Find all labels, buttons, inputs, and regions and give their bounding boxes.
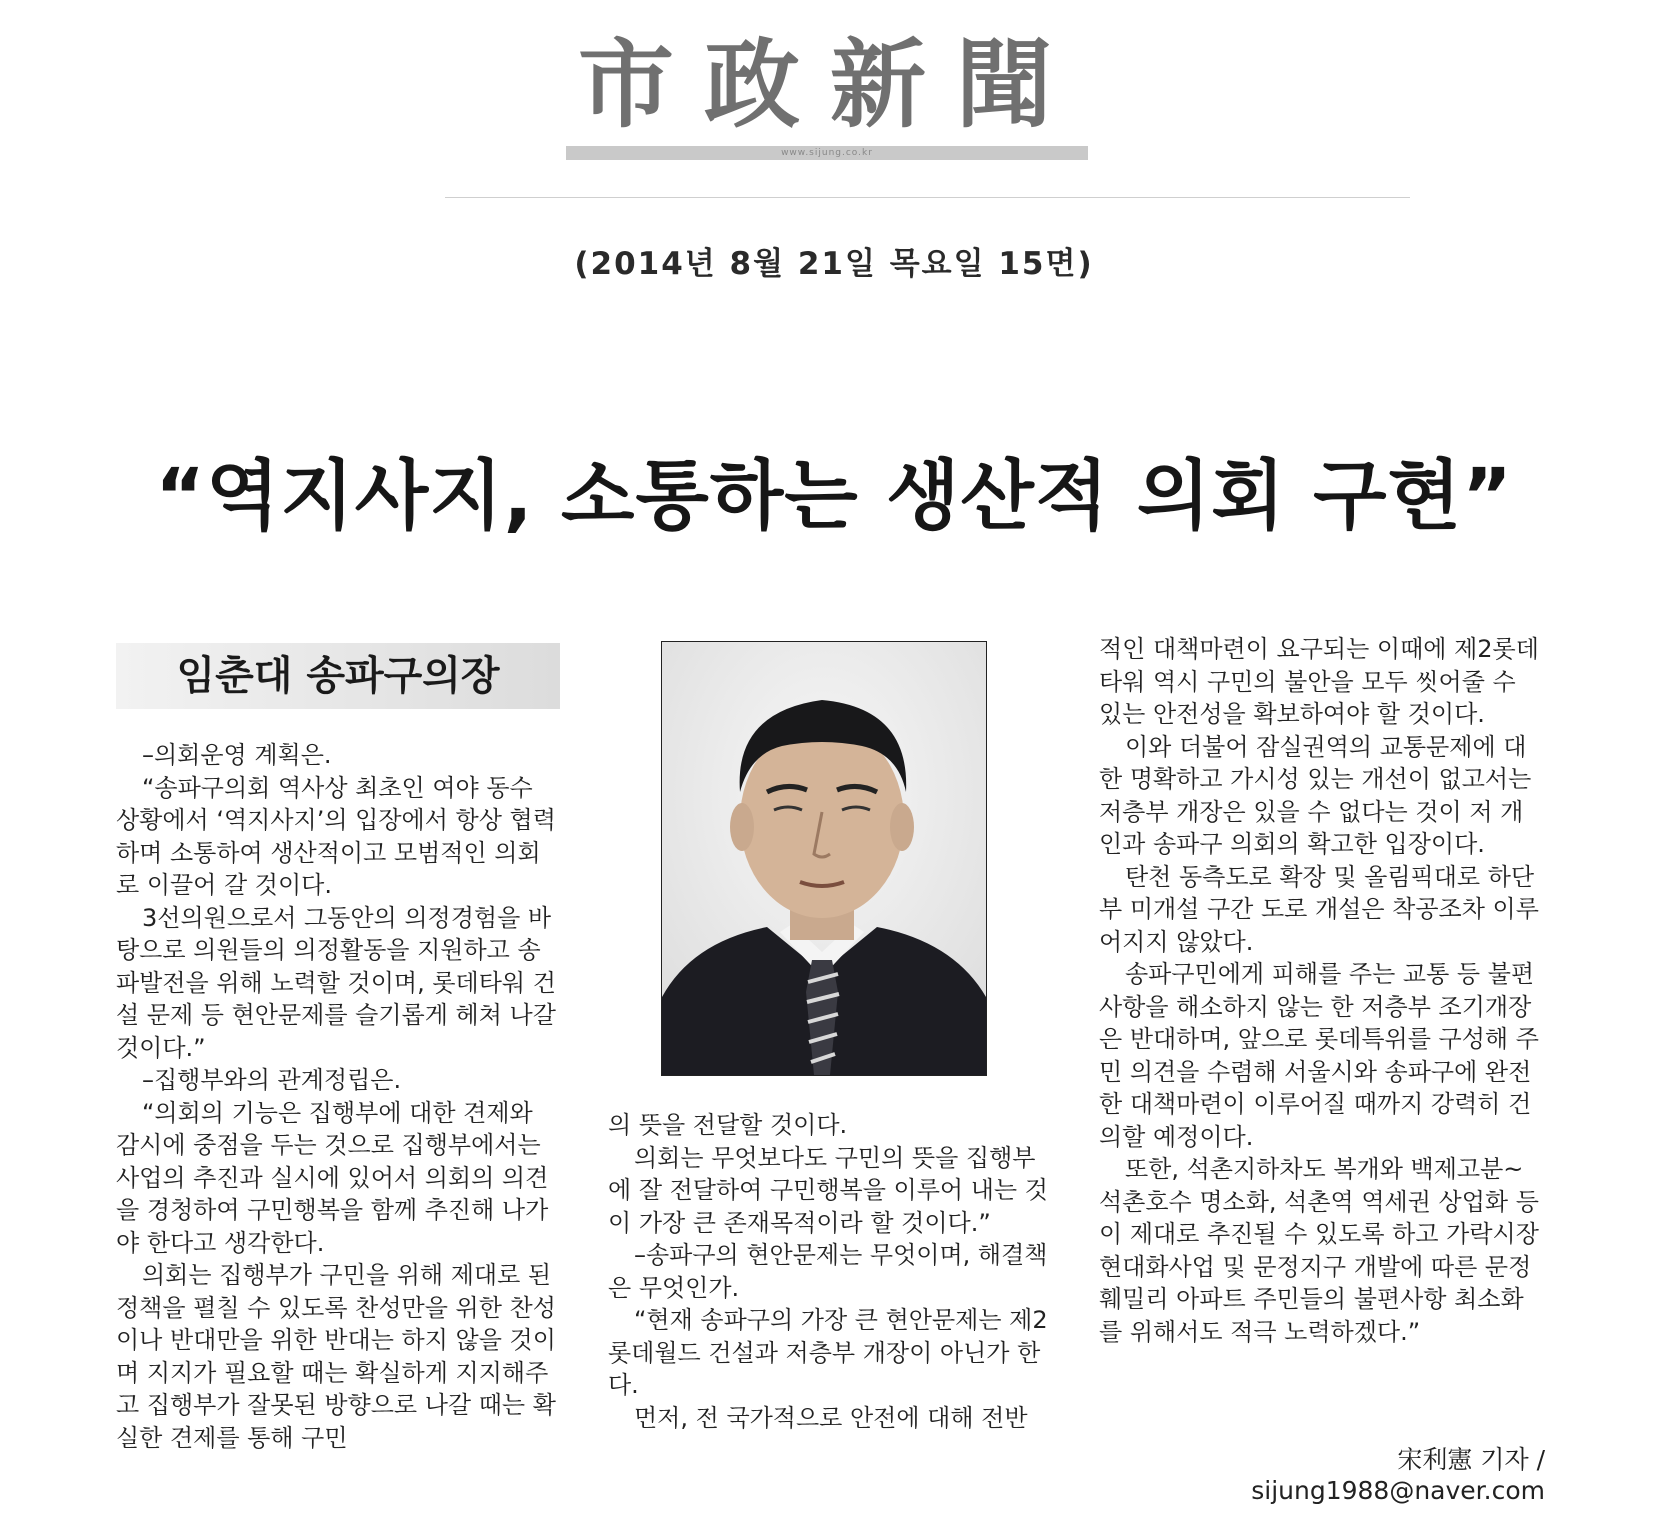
- article-column-1: [116, 739, 560, 1454]
- article-subhead: 임춘대 송파구의장: [176, 653, 500, 699]
- header-divider: [445, 197, 1410, 198]
- paragraph: “의회의 기능은 집행부에 대한 견제와 감시에 중점을 두는 것으로 집행부에서는 사업의 추진과 실시에 있어서 의회의 의견을 경청하여 구민행복을 함께 추진해 나가야 한다고 생각한다.: [116, 1098, 549, 1257]
- paragraph: –집행부와의 관계정립은.: [142, 1066, 402, 1094]
- newspaper-masthead: 市政新聞: [578, 28, 1082, 141]
- paragraph: –송파구의 현안문제는 무엇이며, 해결책은 무엇인가.: [608, 1241, 1048, 1302]
- article-column-2: [608, 1109, 1053, 1434]
- paragraph: 의회는 무엇보다도 구민의 뜻을 집행부에 잘 전달하여 구민행복을 이루어 내는 것이 가장 큰 존재목적이라 할 것이다.”: [608, 1143, 1048, 1237]
- paragraph: 송파구민에게 피해를 주는 교통 등 불편사항을 해소하지 않는 한 저층부 조기개장은 반대하며, 앞으로 롯데특위를 구성해 주민 의견을 수렴해 서울시와 송파구에 완전한 대책마련이 이루어질 때까지 강력히 건의할 예정이다.: [1099, 960, 1539, 1151]
- paragraph: –의회운영 계획은.: [142, 741, 332, 769]
- paragraph: “현재 송파구의 가장 큰 현안문제는 제2롯데월드 건설과 저층부 개장이 아닌가 한다.: [608, 1306, 1048, 1399]
- left-ear: [730, 803, 754, 851]
- paragraph: 의 뜻을 전달할 것이다.: [608, 1111, 848, 1139]
- portrait-photo: [661, 641, 987, 1076]
- article-headline: “역지사지, 소통하는 생산적 의회 구현”: [155, 451, 1513, 540]
- paragraph: 또한, 석촌지하차도 복개와 백제고분~석촌호수 명소화, 석촌역 역세권 상업화 등이 제대로 추진될 수 있도록 하고 가락시장 현대화사업 및 문정지구 개발에 따른 문정 훼밀리 아파트 주민들의 불편사항 최소화를 위해서도 적극 노력하겠다.”: [1099, 1155, 1539, 1346]
- portrait-illustration: [662, 642, 986, 1075]
- paragraph: “송파구의회 역사상 최초인 여야 동수 상황에서 ‘역지사지’의 입장에서 항상 협력하며 소통하여 생산적이고 모범적인 의회로 이끌어 갈 것이다.: [116, 773, 556, 899]
- paragraph: 탄천 동측도로 확장 및 올림픽대로 하단부 미개설 구간 도로 개설은 착공조차 이루어지지 않았다.: [1099, 862, 1539, 956]
- right-ear: [890, 803, 914, 851]
- paragraph: 3선의원으로서 그동안의 의정경험을 바탕으로 의원들의 의정활동을 지원하고 송파발전을 위해 노력할 것이며, 롯데타워 건설 문제 등 현안문제를 슬기롭게 헤쳐 나갈 것이다.”: [116, 903, 556, 1062]
- paragraph: 의회는 집행부가 구민을 위해 제대로 된 정책을 펼칠 수 있도록 찬성만을 위한 찬성이나 반대만을 위한 반대는 하지 않을 것이며 지지가 필요할 때는 확실하게 지지해주고 집행부가 잘못된 방향으로 나갈 때는 확실한 견제를 통해 구민: [116, 1261, 556, 1452]
- paragraph: 이와 더불어 잠실권역의 교통문제에 대한 명확하고 가시성 있는 개선이 없고서는 저층부 개장은 있을 수 없다는 것이 저 개인과 송파구 의회의 확고한 입장이다.: [1099, 732, 1532, 858]
- masthead-url[interactable]: www.sijung.co.kr: [781, 148, 873, 158]
- article-column-3: [1099, 633, 1545, 1348]
- dateline: (2014년 8월 21일 목요일 15면): [574, 246, 1094, 282]
- paragraph: 적인 대책마련이 요구되는 이때에 제2롯데타워 역시 구민의 불안을 모두 씻어줄 수 있는 안전성을 확보하여야 할 것이다.: [1099, 635, 1539, 728]
- reporter-byline[interactable]: 宋利憲 기자 / sijung1988@naver.com: [1251, 1445, 1545, 1505]
- paragraph: 먼저, 전 국가적으로 안전에 대해 전반: [634, 1403, 1028, 1432]
